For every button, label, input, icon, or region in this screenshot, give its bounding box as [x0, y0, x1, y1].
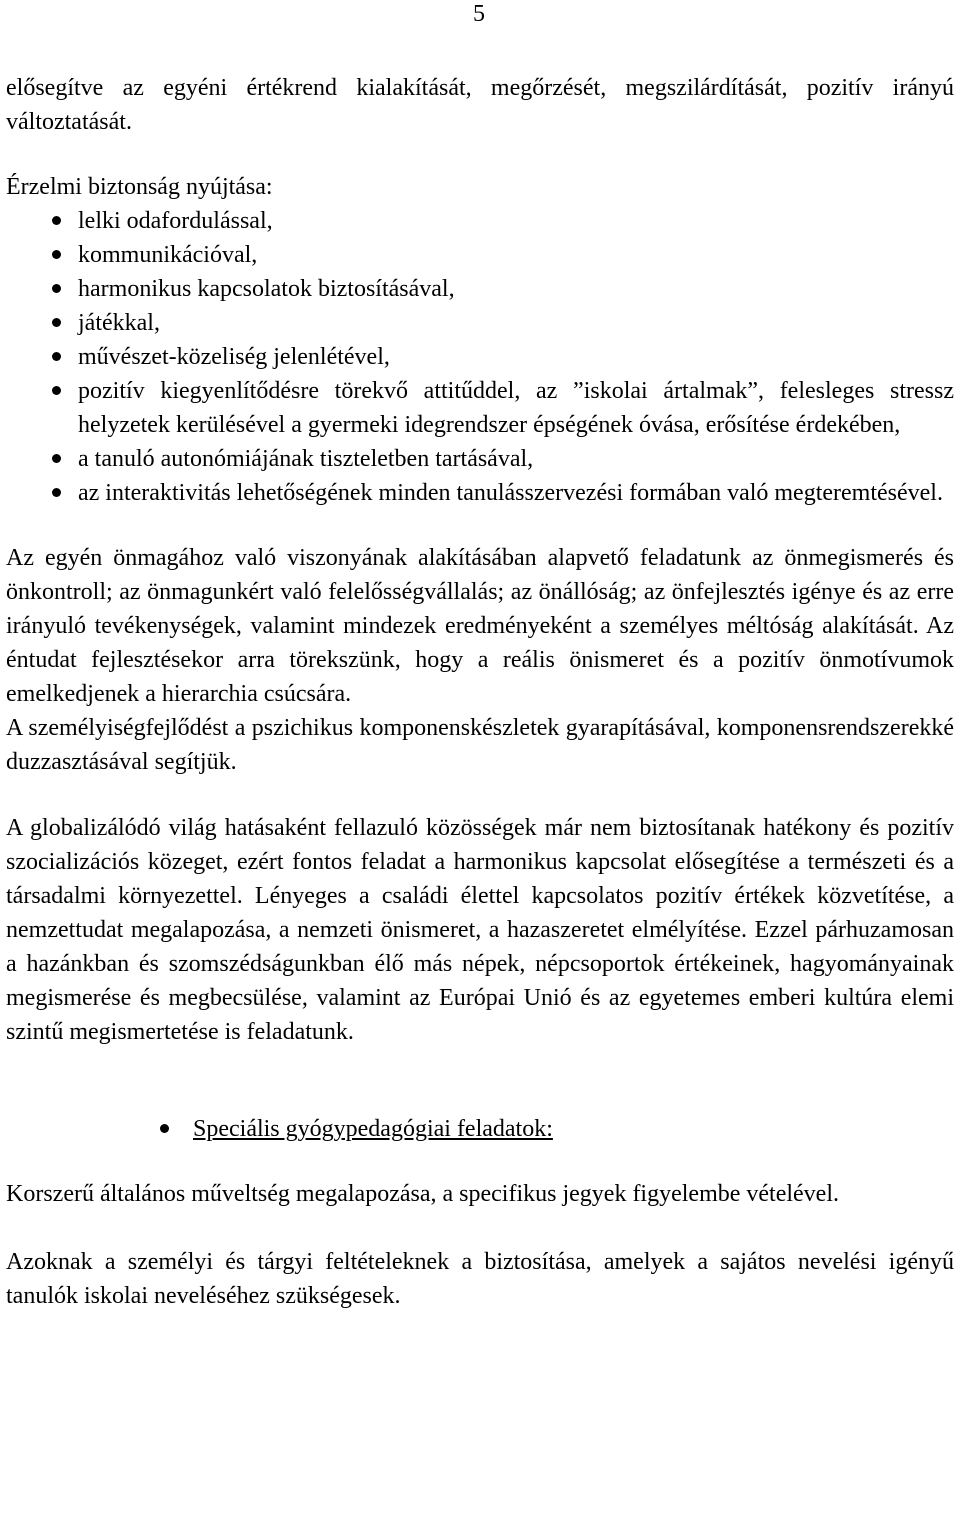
special-section-paragraph-1: Korszerű általános műveltség megalapozása, a specifikus jegyek figyelembe vételével.	[6, 1181, 840, 1207]
special-section-paragraph-2: Azoknak a személyi és tárgyi feltételeknek a biztosítása, amelyek a sajátos nevelési igényű tanulók iskolai neveléséhez szükségesek.	[6, 1249, 954, 1309]
bullet-icon	[160, 1124, 169, 1133]
special-section-heading	[6, 1112, 954, 1146]
list-item: kommunikációval,	[6, 238, 954, 272]
globalization-paragraph: A globalizálódó világ hatásaként fellazuló közösségek már nem biztosítanak hatékony és pozitív szocializációs közeget, ezért fontos feladat a harmonikus kapcsolat elősegítése a természeti és a társadalmi környezettel. Lényeges a családi élettel kapcsolatos pozitív értékek közvetítése, a nemzettudat megalapozása, a nemzeti önismeret, a hazaszeretet elmélyítése. Ezzel párhuzamosan a hazánkban és szomszédságunkban élő más népek, népcsoportok értékeinek, hagyományainak megismerése és megbecsülése, valamint az Európai Unió és az egyetemes emberi kultúra elemi szintű megismertetése is feladatunk.	[6, 815, 954, 1045]
page-number: 5	[473, 1, 485, 27]
emotional-security-heading: Érzelmi biztonság nyújtása:	[6, 174, 273, 200]
emotional-security-list	[6, 204, 954, 510]
list-item: harmonikus kapcsolatok biztosításával,	[6, 272, 954, 306]
page-content	[6, 71, 954, 1313]
list-item: művészet-közeliség jelenlétével,	[6, 340, 954, 374]
list-item: lelki odafordulással,	[6, 204, 954, 238]
list-item: a tanuló autonómiájának tiszteletben tartásával,	[6, 442, 954, 476]
intro-continuation-paragraph: elősegítve az egyéni értékrend kialakítását, megőrzését, megszilárdítását, pozitív irányú változtatását.	[6, 75, 954, 135]
personality-paragraph: A személyiségfejlődést a pszichikus komponenskészletek gyarapításával, komponensrendszerekké duzzasztásával segítjük.	[6, 715, 954, 775]
self-relation-paragraph: Az egyén önmagához való viszonyának alakításában alapvető feladatunk az önmegismerés és önkontroll; az önmagunkért való felelősségvállalás; az önállóság; az önfejlesztés igénye és az erre irányuló tevékenységek, valamint mindezek eredményeként a személyes méltóság alakítását. Az éntudat fejlesztésekor arra törekszünk, hogy a reális önismeret és a pozitív önmotívumok emelkedjenek a hierarchia csúcsára.	[6, 545, 954, 707]
list-item: játékkal,	[6, 306, 954, 340]
list-item: pozitív kiegyenlítődésre törekvő attitűddel, az ”iskolai ártalmak”, felesleges stressz helyzetek kerülésével a gyermeki idegrendszer épségének óvása, erősítése érdekében,	[6, 374, 954, 442]
special-section-heading-text: Speciális gyógypedagógiai feladatok:	[193, 1116, 553, 1142]
list-item: az interaktivitás lehetőségének minden tanulásszervezési formában való megteremtésével.	[6, 476, 954, 510]
